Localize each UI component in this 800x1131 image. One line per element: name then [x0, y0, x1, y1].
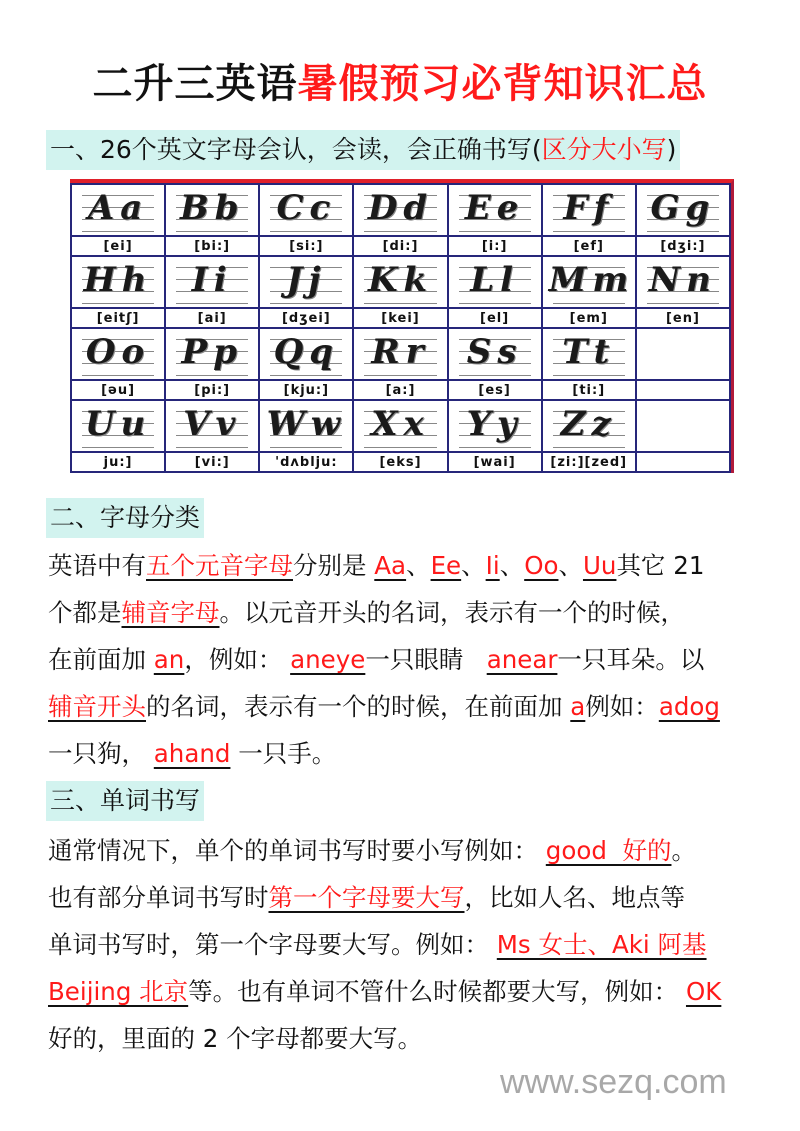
highlighted-term: Ee: [430, 551, 462, 580]
text-segment: 的名词，表示有一个的时候，在前面加: [146, 692, 571, 721]
letter-cell: [542, 184, 636, 236]
phonetic-cell: [el]: [448, 308, 542, 328]
highlighted-term: good 好的: [545, 836, 672, 865]
phonetic-cell: [kju:]: [259, 380, 353, 400]
phonetic-cell: [i:]: [448, 236, 542, 256]
text-segment: 个都是: [48, 598, 122, 627]
letter-cell: [71, 184, 165, 236]
letter-cell: [448, 256, 542, 308]
letter-glyph: Ee: [464, 188, 525, 228]
alphabet-table: [70, 179, 734, 473]
phonetic-cell: [ti:]: [542, 380, 636, 400]
highlighted-term: OK: [685, 977, 722, 1006]
phonetic-cell: [636, 452, 730, 472]
letter-cell: [71, 328, 165, 380]
letter-cell: [353, 184, 447, 236]
letter-glyph: Rr: [371, 332, 430, 372]
ruled-lines: [360, 259, 440, 305]
highlighted-term: 辅音开头: [48, 692, 146, 721]
phonetic-cell: [ai]: [165, 308, 259, 328]
letter-cell: [165, 400, 259, 452]
text-segment: 分别是: [293, 551, 375, 580]
text-segment: 也有部分单词书写时: [48, 883, 269, 912]
letter-glyph: Dd: [367, 188, 434, 228]
letter-cell: [448, 184, 542, 236]
text-segment: 。: [671, 836, 696, 865]
phonetic-cell: [en]: [636, 308, 730, 328]
text-segment: 一只耳朵。以: [557, 645, 705, 674]
phonetic-cell: [si:]: [259, 236, 353, 256]
phonetic-cell: [kei]: [353, 308, 447, 328]
letter-glyph: Tt: [562, 332, 616, 372]
text-segment: 一只手。: [230, 739, 337, 768]
text-segment: 英语中有: [48, 551, 146, 580]
ruled-lines: [549, 403, 629, 449]
letter-glyph: Bb: [179, 188, 245, 228]
letter-glyph: Uu: [84, 404, 152, 444]
ruled-lines: [78, 259, 158, 305]
text-line: [48, 968, 758, 1015]
letter-cell: [542, 256, 636, 308]
phonetic-cell: [əu]: [71, 380, 165, 400]
phonetic-cell: [bi:]: [165, 236, 259, 256]
text-segment: 、: [499, 551, 525, 580]
ruled-lines: [266, 403, 346, 449]
text-segment: 单词书写时，第一个字母要大写。例如：: [48, 930, 497, 959]
letter-cell: [71, 400, 165, 452]
text-segment: 例如：: [585, 692, 659, 721]
letter-cell: [353, 400, 447, 452]
highlighted-term: Aa: [374, 551, 407, 580]
highlighted-term: adog: [658, 692, 720, 721]
text-segment: ，例如：: [184, 645, 291, 674]
highlighted-term: a: [570, 692, 586, 721]
letter-glyph: Cc: [276, 188, 337, 228]
highlighted-term: Ii: [485, 551, 500, 580]
phonetic-cell: [eitʃ]: [71, 308, 165, 328]
letter-cell: [165, 328, 259, 380]
watermark: www.sezq.com: [500, 1063, 727, 1101]
ruled-lines: [172, 259, 252, 305]
ruled-lines: [266, 187, 346, 233]
text-segment: 在前面加: [48, 645, 154, 674]
letter-cell: [259, 184, 353, 236]
letter-cell: [259, 400, 353, 452]
phonetic-cell: [dʒei]: [259, 308, 353, 328]
highlighted-term: an: [153, 645, 185, 674]
ruled-lines: [78, 187, 158, 233]
letter-glyph: Jj: [286, 260, 327, 300]
letter-glyph: Ff: [563, 188, 615, 228]
phonetic-cell: [zi:][zed]: [542, 452, 636, 472]
ruled-lines: [360, 187, 440, 233]
letter-cell: [259, 256, 353, 308]
ruled-lines: [78, 403, 158, 449]
phonetic-cell: [wai]: [448, 452, 542, 472]
ruled-lines: [643, 403, 723, 449]
ruled-lines: [266, 259, 346, 305]
section1-heading-text: 一、26个英文字母会认，会读，会正确书写(: [50, 135, 542, 164]
letter-glyph: Ll: [470, 260, 520, 300]
text-segment: ，比如人名、地点等: [464, 883, 685, 912]
section1-heading: [46, 130, 680, 170]
ruled-lines: [172, 187, 252, 233]
text-segment: 、: [406, 551, 431, 580]
text-segment: 等。也有单词不管什么时候都要大写，例如：: [188, 977, 686, 1006]
letter-glyph: Hh: [83, 260, 153, 300]
letter-cell: [353, 256, 447, 308]
letter-glyph: Ww: [266, 404, 347, 444]
section1-heading-highlight: 区分大小写: [541, 135, 667, 164]
letter-glyph: Qq: [273, 332, 340, 372]
text-line: [48, 827, 758, 874]
letter-glyph: Aa: [87, 188, 149, 228]
phonetic-cell: [di:]: [353, 236, 447, 256]
ruled-lines: [172, 331, 252, 377]
phonetic-cell: [em]: [542, 308, 636, 328]
ruled-lines: [455, 259, 535, 305]
ruled-lines: [455, 403, 535, 449]
letter-cell: [542, 328, 636, 380]
phonetic-cell: [eks]: [353, 452, 447, 472]
section1-heading-close: ): [666, 135, 677, 164]
highlighted-term: anear: [486, 645, 558, 674]
section2-paragraph: [48, 542, 758, 777]
ruled-lines: [360, 403, 440, 449]
ruled-lines: [360, 331, 440, 377]
page-title: [0, 58, 800, 110]
ruled-lines: [266, 331, 346, 377]
letter-glyph: Gg: [650, 188, 716, 228]
text-line: [48, 683, 758, 730]
phonetic-cell: [a:]: [353, 380, 447, 400]
phonetic-cell: [ei]: [71, 236, 165, 256]
text-line: [48, 636, 758, 683]
highlighted-term: Oo: [524, 551, 559, 580]
letter-glyph: Oo: [85, 332, 151, 372]
phonetic-cell: [pi:]: [165, 380, 259, 400]
phonetic-cell: [dʒi:]: [636, 236, 730, 256]
letter-glyph: Xx: [371, 404, 430, 444]
text-segment: 通常情况下，单个的单词书写时要小写例如：: [48, 836, 546, 865]
text-line: [48, 730, 758, 777]
phonetic-cell: [ef]: [542, 236, 636, 256]
text-segment: 、: [558, 551, 583, 580]
title-black: 二升三英语: [92, 61, 298, 107]
text-segment: 好的，里面的 2 个字母都要大写。: [48, 1024, 423, 1053]
letter-cell: [448, 328, 542, 380]
letter-glyph: Nn: [649, 260, 717, 300]
letter-glyph: Zz: [560, 404, 617, 444]
highlighted-term: ahand: [153, 739, 231, 768]
letter-glyph: Vv: [183, 404, 242, 444]
letter-cell: [542, 400, 636, 452]
ruled-lines: [549, 187, 629, 233]
phonetic-cell: ju:]: [71, 452, 165, 472]
ruled-lines: [548, 259, 635, 305]
phonetic-cell: [636, 380, 730, 400]
ruled-lines: [455, 187, 535, 233]
ruled-lines: [643, 187, 723, 233]
highlighted-term: 五个元音字母: [146, 551, 293, 580]
text-line: [48, 589, 758, 636]
ruled-lines: [455, 331, 535, 377]
title-red: 暑假预习必背知识汇总: [297, 61, 708, 107]
letter-cell: [353, 328, 447, 380]
letter-cell: [636, 400, 730, 452]
letter-glyph: Pp: [181, 332, 243, 372]
ruled-lines: [643, 259, 723, 305]
ruled-lines: [643, 331, 723, 377]
text-line: [48, 921, 758, 968]
text-segment: 、: [461, 551, 486, 580]
section2-heading: 二、字母分类: [46, 498, 204, 538]
letter-cell: [71, 256, 165, 308]
letter-glyph: Ss: [466, 332, 523, 372]
letter-glyph: Ii: [191, 260, 233, 300]
letter-glyph: Kk: [367, 260, 434, 300]
section3-heading: 三、单词书写: [46, 781, 204, 821]
letter-cell: [259, 328, 353, 380]
highlighted-term: Ms 女士、Aki 阿基: [496, 930, 707, 959]
letter-cell: [636, 184, 730, 236]
text-line: [48, 874, 758, 921]
highlighted-term: aneye: [290, 645, 366, 674]
letter-cell: [165, 184, 259, 236]
letter-cell: [165, 256, 259, 308]
phonetic-cell: [vi:]: [165, 452, 259, 472]
ruled-lines: [78, 331, 158, 377]
highlighted-term: 辅音字母: [121, 598, 220, 627]
letter-cell: [636, 256, 730, 308]
text-segment: 其它 21: [616, 551, 705, 580]
phonetic-cell: 'dʌblju:: [259, 452, 353, 472]
ruled-lines: [172, 403, 252, 449]
phonetic-cell: [es]: [448, 380, 542, 400]
highlighted-term: Beijing 北京: [48, 977, 189, 1006]
highlighted-term: 第一个字母要大写: [268, 883, 465, 912]
text-segment: 一只眼睛: [365, 645, 487, 674]
text-line: [48, 1015, 758, 1062]
section3-paragraph: [48, 827, 758, 1062]
ruled-lines: [549, 331, 629, 377]
letter-cell: [636, 328, 730, 380]
text-segment: 一只狗，: [48, 739, 154, 768]
letter-glyph: Yy: [466, 404, 523, 444]
text-line: [48, 542, 758, 589]
letter-glyph: Mm: [548, 260, 635, 300]
highlighted-term: Uu: [582, 551, 617, 580]
letter-cell: [448, 400, 542, 452]
text-segment: 。以元音开头的名词，表示有一个的时候，: [219, 598, 685, 627]
